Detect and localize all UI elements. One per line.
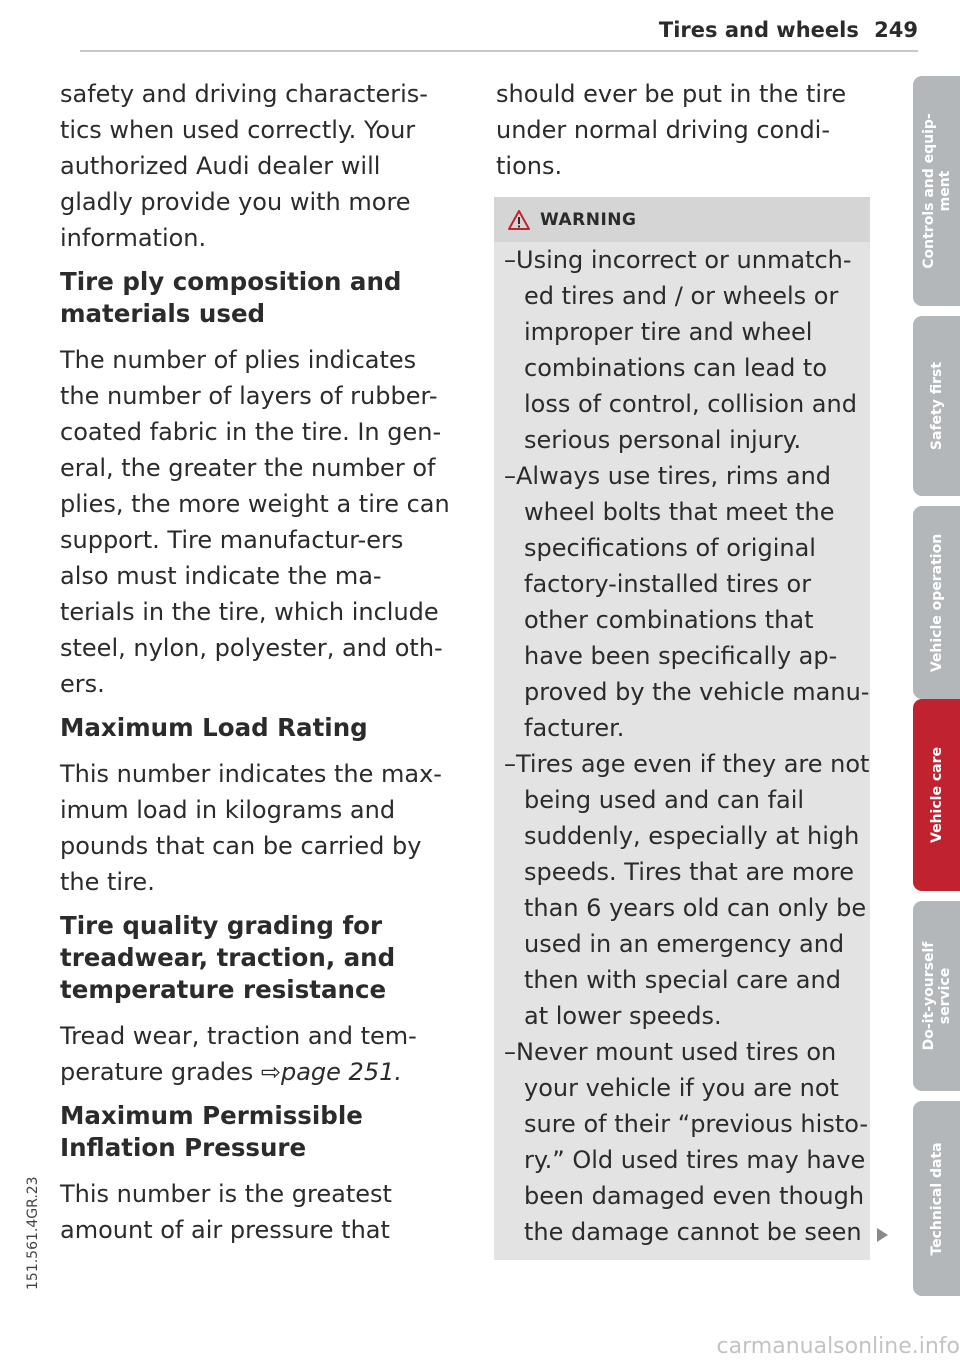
- heading-quality-grading: Tire quality grading for treadwear, traction, and temperature resistance: [60, 911, 396, 1004]
- tab-do-it-yourself-service[interactable]: [913, 901, 960, 1091]
- warning-item: –Using incorrect or unmatch-ed tires and / or wheels or improper tire and wheel combinations can lead to loss of control, collision and serious personal injury.: [504, 246, 857, 454]
- document-code: 151.561.4GR.23: [25, 1176, 41, 1290]
- tab-label: Technical data: [928, 1141, 945, 1256]
- tab-label: Safety first: [928, 361, 945, 451]
- page-number: 249: [874, 18, 918, 42]
- page-header: [659, 18, 918, 42]
- warning-box: [494, 197, 870, 1260]
- chapter-tabs: [913, 0, 960, 1361]
- tab-label: Do-it-yourself: [920, 941, 937, 1051]
- tab-controls-and-equipment[interactable]: [913, 76, 960, 306]
- continuation-paragraph: should ever be put in the tire under normal driving condi-tions.: [496, 80, 847, 180]
- tab-vehicle-operation[interactable]: [913, 506, 960, 699]
- header-rule: [80, 50, 918, 52]
- tab-label: ment: [936, 170, 953, 212]
- heading-max-load: Maximum Load Rating: [60, 713, 368, 742]
- tab-label: Vehicle operation: [928, 533, 945, 672]
- pressure-paragraph: This number is the greatest amount of air pressure that: [60, 1180, 392, 1244]
- grading-text: Tread wear, traction and tem-perature grades: [60, 1022, 417, 1086]
- tab-technical-data[interactable]: [913, 1101, 960, 1296]
- section-title: Tires and wheels: [658, 18, 859, 42]
- ply-paragraph: The number of plies indicates the number of layers of rubber-coated fabric in the tire. In gen-eral, the greater the number of plies, the more weight a tire can support. Tire manufactur-ers also must indicate the ma-terials in the tire, which include steel, nylon, polyester, and oth-ers.: [60, 346, 450, 698]
- warning-item: –Tires age even if they are not being used and can fail suddenly, especially at high speeds. Tires that are more than 6 years old can only be used in an emergency and then with special care and at lower speeds.: [504, 750, 870, 1030]
- load-paragraph: This number indicates the max-imum load in kilograms and pounds that can be carried by the tire.: [60, 760, 442, 896]
- watermark: carmanualsonline.info: [716, 1334, 960, 1359]
- page-ref-arrow-icon: ⇨: [260, 1058, 281, 1086]
- warning-title: WARNING: [540, 209, 637, 230]
- warning-item: –Never mount used tires on your vehicle if you are not sure of their “previous histo-ry.” Old used tires may have been damaged even though the damage cannot be seen: [504, 1038, 869, 1246]
- tab-vehicle-care[interactable]: [913, 699, 960, 891]
- warning-header: [494, 197, 870, 242]
- tab-label: Vehicle care: [928, 747, 945, 843]
- page-reference-link[interactable]: page 251.: [280, 1058, 402, 1086]
- left-column: [60, 76, 455, 1258]
- warning-item: –Always use tires, rims and wheel bolts that meet the specifications of original factory-installed tires or other combinations that have been specifically ap-proved by the vehicle manu-facturer.: [504, 462, 870, 742]
- continue-arrow-icon: [877, 1228, 888, 1242]
- tab-label: Controls and equip-: [920, 113, 937, 269]
- heading-max-pressure: Maximum Permissible Inflation Pressure: [60, 1101, 363, 1162]
- grading-paragraph: [60, 1018, 455, 1090]
- heading-ply-composition: Tire ply composition and materials used: [60, 267, 402, 328]
- warning-triangle-icon: [508, 210, 530, 230]
- tab-safety-first[interactable]: [913, 316, 960, 496]
- intro-paragraph: safety and driving characteris-tics when used correctly. Your authorized Audi dealer will gladly provide you with more information.: [60, 80, 428, 252]
- tab-label: service: [936, 967, 953, 1025]
- right-column: [496, 76, 876, 184]
- warning-list: [494, 242, 870, 1250]
